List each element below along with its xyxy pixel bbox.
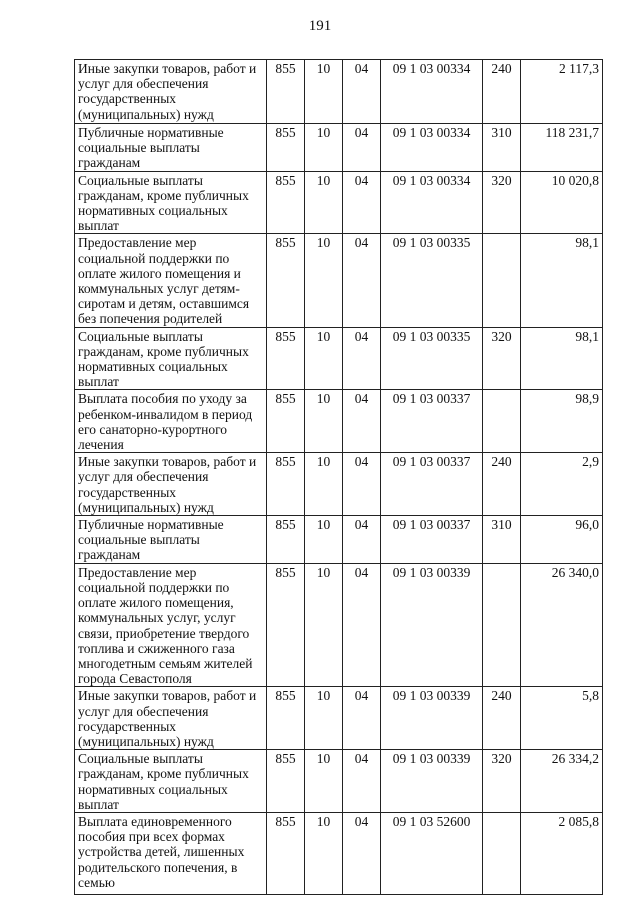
row-name-cell: Выплата пособия по уходу за ребенком-инвалидом в период его санаторно-курортного лечения — [75, 390, 267, 453]
target-article-cell: 09 1 03 00339 — [381, 563, 483, 687]
row-name-cell: Социальные выплаты гражданам, кроме публичных нормативных социальных выплат — [75, 327, 267, 390]
row-name-cell: Выплата единовременного пособия при всех формах устройства детей, лишенных родительского попечения, в семью — [75, 812, 267, 894]
target-article-cell: 09 1 03 00335 — [381, 234, 483, 327]
row-name-cell: Предоставление мер социальной поддержки по оплате жилого помещения и коммунальных услуг детям-сиротам и детям, оставшимся без попечения родителей — [75, 234, 267, 327]
amount-cell: 98,1 — [521, 327, 603, 390]
amount-cell: 2 117,3 — [521, 60, 603, 124]
amount-cell: 2 085,8 — [521, 812, 603, 894]
row-name-cell: Иные закупки товаров, работ и услуг для обеспечения государственных (муниципальных) нужд — [75, 687, 267, 750]
budget-table — [74, 59, 603, 895]
target-article-cell: 09 1 03 00334 — [381, 124, 483, 172]
table-row — [75, 812, 603, 894]
amount-cell: 98,1 — [521, 234, 603, 327]
subsection-cell: 04 — [343, 516, 381, 564]
ved-cell: 855 — [267, 453, 305, 516]
expense-type-cell: 310 — [483, 124, 521, 172]
budget-table-body — [75, 60, 603, 895]
ved-cell: 855 — [267, 390, 305, 453]
table-row — [75, 453, 603, 516]
ved-cell: 855 — [267, 812, 305, 894]
row-name-cell: Иные закупки товаров, работ и услуг для обеспечения государственных (муниципальных) нужд — [75, 60, 267, 124]
ved-cell: 855 — [267, 124, 305, 172]
expense-type-cell: 310 — [483, 516, 521, 564]
amount-cell: 10 020,8 — [521, 171, 603, 234]
amount-cell: 118 231,7 — [521, 124, 603, 172]
ved-cell: 855 — [267, 234, 305, 327]
table-row — [75, 60, 603, 124]
table-row — [75, 687, 603, 750]
section-cell: 10 — [305, 390, 343, 453]
expense-type-cell: 320 — [483, 171, 521, 234]
amount-cell: 26 334,2 — [521, 750, 603, 813]
ved-cell: 855 — [267, 171, 305, 234]
ved-cell: 855 — [267, 327, 305, 390]
target-article-cell: 09 1 03 00339 — [381, 750, 483, 813]
subsection-cell: 04 — [343, 563, 381, 687]
row-name-cell: Предоставление мер социальной поддержки по оплате жилого помещения, коммунальных услуг, услуг связи, приобретение твердого топлива и сжиженного газа многодетным семьям жителей города Севастополя — [75, 563, 267, 687]
amount-cell: 26 340,0 — [521, 563, 603, 687]
expense-type-cell: 240 — [483, 60, 521, 124]
table-row — [75, 327, 603, 390]
section-cell: 10 — [305, 60, 343, 124]
page-number: 191 — [308, 18, 332, 34]
section-cell: 10 — [305, 234, 343, 327]
section-cell: 10 — [305, 812, 343, 894]
section-cell: 10 — [305, 171, 343, 234]
target-article-cell: 09 1 03 00337 — [381, 390, 483, 453]
target-article-cell: 09 1 03 00334 — [381, 171, 483, 234]
subsection-cell: 04 — [343, 750, 381, 813]
table-row — [75, 171, 603, 234]
target-article-cell: 09 1 03 00334 — [381, 60, 483, 124]
section-cell: 10 — [305, 687, 343, 750]
target-article-cell: 09 1 03 00337 — [381, 453, 483, 516]
subsection-cell: 04 — [343, 687, 381, 750]
table-row — [75, 124, 603, 172]
row-name-cell: Социальные выплаты гражданам, кроме публичных нормативных социальных выплат — [75, 171, 267, 234]
amount-cell: 98,9 — [521, 390, 603, 453]
section-cell: 10 — [305, 750, 343, 813]
expense-type-cell: 240 — [483, 687, 521, 750]
row-name-cell: Публичные нормативные социальные выплаты гражданам — [75, 124, 267, 172]
expense-type-cell — [483, 812, 521, 894]
target-article-cell: 09 1 03 00339 — [381, 687, 483, 750]
expense-type-cell: 320 — [483, 327, 521, 390]
section-cell: 10 — [305, 327, 343, 390]
ved-cell: 855 — [267, 516, 305, 564]
section-cell: 10 — [305, 124, 343, 172]
subsection-cell: 04 — [343, 60, 381, 124]
expense-type-cell: 240 — [483, 453, 521, 516]
expense-type-cell — [483, 390, 521, 453]
table-row — [75, 563, 603, 687]
subsection-cell: 04 — [343, 453, 381, 516]
amount-cell: 96,0 — [521, 516, 603, 564]
target-article-cell: 09 1 03 00335 — [381, 327, 483, 390]
subsection-cell: 04 — [343, 124, 381, 172]
ved-cell: 855 — [267, 60, 305, 124]
subsection-cell: 04 — [343, 812, 381, 894]
row-name-cell: Социальные выплаты гражданам, кроме публичных нормативных социальных выплат — [75, 750, 267, 813]
ved-cell: 855 — [267, 750, 305, 813]
section-cell: 10 — [305, 563, 343, 687]
table-row — [75, 390, 603, 453]
row-name-cell: Иные закупки товаров, работ и услуг для обеспечения государственных (муниципальных) нужд — [75, 453, 267, 516]
table-row — [75, 516, 603, 564]
subsection-cell: 04 — [343, 327, 381, 390]
section-cell: 10 — [305, 453, 343, 516]
table-row — [75, 750, 603, 813]
subsection-cell: 04 — [343, 171, 381, 234]
expense-type-cell — [483, 234, 521, 327]
expense-type-cell — [483, 563, 521, 687]
target-article-cell: 09 1 03 00337 — [381, 516, 483, 564]
ved-cell: 855 — [267, 687, 305, 750]
section-cell: 10 — [305, 516, 343, 564]
amount-cell: 5,8 — [521, 687, 603, 750]
amount-cell: 2,9 — [521, 453, 603, 516]
row-name-cell: Публичные нормативные социальные выплаты гражданам — [75, 516, 267, 564]
subsection-cell: 04 — [343, 234, 381, 327]
ved-cell: 855 — [267, 563, 305, 687]
subsection-cell: 04 — [343, 390, 381, 453]
target-article-cell: 09 1 03 52600 — [381, 812, 483, 894]
expense-type-cell: 320 — [483, 750, 521, 813]
table-row — [75, 234, 603, 327]
